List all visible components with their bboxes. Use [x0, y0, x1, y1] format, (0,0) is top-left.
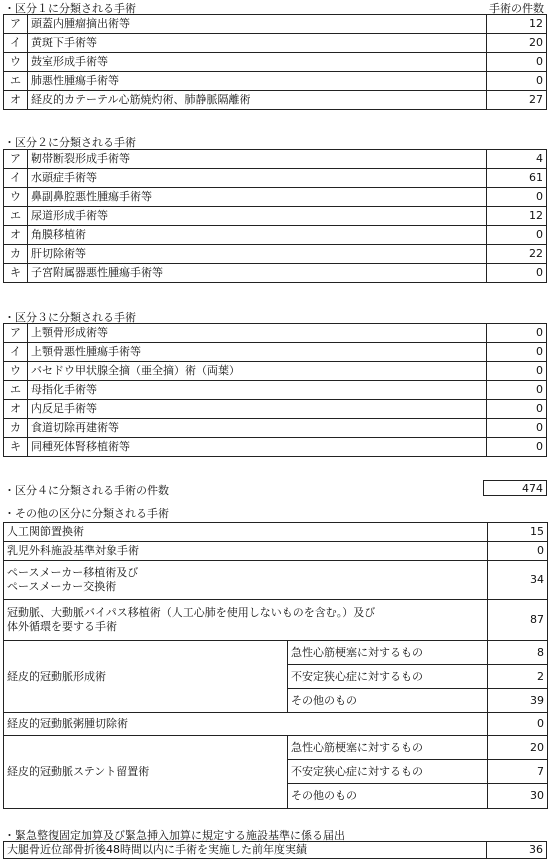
sub-label: 不安定狭心症に対するもの — [288, 665, 488, 689]
row-key: エ — [4, 207, 28, 226]
row-key: ア — [4, 15, 28, 34]
row-count: 34 — [488, 561, 548, 600]
row-key: キ — [4, 438, 28, 457]
row-key: ア — [4, 324, 28, 343]
row-key: カ — [4, 245, 28, 264]
other-section-title: ・その他の区分に分類される手術 — [4, 507, 169, 520]
table-row — [4, 91, 547, 110]
row-key: ウ — [4, 188, 28, 207]
table-row — [4, 362, 547, 381]
count-column-header: 手術の件数 — [489, 2, 544, 15]
table-row — [4, 15, 547, 34]
row-label: 経皮的冠動脈粥腫切除術 — [4, 713, 488, 736]
row-label: 尿道形成手術等 — [28, 207, 487, 226]
sub-label: 不安定狭心症に対するもの — [288, 760, 488, 784]
table-row — [4, 600, 548, 641]
row-label: 水頭症手術等 — [28, 169, 487, 188]
row-count: 87 — [488, 600, 548, 641]
table-row — [4, 188, 547, 207]
row-key: カ — [4, 419, 28, 438]
table-row — [4, 207, 547, 226]
row-count: 2 — [488, 665, 548, 689]
row-label: 子宮附属器悪性腫瘍手術等 — [28, 264, 487, 283]
row-key: ウ — [4, 362, 28, 381]
row-label: 頭蓋内腫瘤摘出術等 — [28, 15, 487, 34]
row-key: イ — [4, 34, 28, 53]
row-count: 12 — [487, 15, 547, 34]
row-count: 0 — [487, 343, 547, 362]
row-label: 内反足手術等 — [28, 400, 487, 419]
label-line: 体外循環を要する手術 — [7, 620, 117, 633]
table-row — [4, 226, 547, 245]
row-key: オ — [4, 226, 28, 245]
row-count: 8 — [488, 641, 548, 665]
row-label: 角膜移植術 — [28, 226, 487, 245]
table-row — [4, 324, 547, 343]
table-row — [4, 561, 548, 600]
table-row — [4, 713, 548, 736]
row-count: 0 — [487, 53, 547, 72]
other-section-table — [3, 522, 548, 809]
row-label: 靭帯断裂形成手術等 — [28, 150, 487, 169]
table-row — [4, 264, 547, 283]
table-row — [4, 72, 547, 91]
table-row — [4, 438, 547, 457]
row-count: 20 — [488, 736, 548, 760]
section-2-title: ・区分２に分類される手術 — [4, 136, 136, 149]
row-label: 鼓室形成手術等 — [28, 53, 487, 72]
row-count: 27 — [487, 91, 547, 110]
section-4-title: ・区分４に分類される手術の件数 — [4, 484, 169, 497]
row-count: 0 — [488, 542, 548, 561]
row-count: 61 — [487, 169, 547, 188]
sub-label: その他のもの — [288, 784, 488, 809]
row-label: 乳児外科施設基準対象手術 — [4, 542, 488, 561]
row-label: 肝切除術等 — [28, 245, 487, 264]
table-row — [4, 245, 547, 264]
row-label: 上顎骨悪性腫瘍手術等 — [28, 343, 487, 362]
row-label: 鼻副鼻腔悪性腫瘍手術等 — [28, 188, 487, 207]
emergency-section-title: ・緊急整復固定加算及び緊急挿入加算に規定する施設基準に係る届出 — [4, 829, 345, 842]
table-row — [4, 343, 547, 362]
emergency-table — [3, 841, 547, 859]
sub-label: 急性心筋梗塞に対するもの — [288, 736, 488, 760]
section-4-count: 474 — [483, 480, 547, 496]
row-key: オ — [4, 91, 28, 110]
row-label — [4, 561, 488, 600]
row-count: 0 — [487, 362, 547, 381]
table-row — [4, 641, 548, 665]
row-label: 肺悪性腫瘍手術等 — [28, 72, 487, 91]
row-count: 20 — [487, 34, 547, 53]
row-count: 0 — [487, 381, 547, 400]
row-count: 0 — [487, 438, 547, 457]
label-line: ペースメーカー移植術及び — [7, 566, 139, 579]
row-key: ア — [4, 150, 28, 169]
row-label: 黄斑下手術等 — [28, 34, 487, 53]
table-row — [4, 381, 547, 400]
row-count: 0 — [487, 324, 547, 343]
sub-label: 急性心筋梗塞に対するもの — [288, 641, 488, 665]
row-label: 母指化手術等 — [28, 381, 487, 400]
table-row — [4, 169, 547, 188]
sub-label: その他のもの — [288, 689, 488, 713]
row-count: 0 — [488, 713, 548, 736]
row-label: 上顎骨形成術等 — [28, 324, 487, 343]
row-count: 0 — [487, 226, 547, 245]
row-count: 39 — [488, 689, 548, 713]
section-1-table — [3, 14, 547, 110]
row-label — [4, 600, 488, 641]
row-count: 0 — [487, 188, 547, 207]
row-key: イ — [4, 169, 28, 188]
row-count: 7 — [488, 760, 548, 784]
section-1-title: ・区分１に分類される手術 — [4, 2, 136, 15]
row-label: バセドウ甲状腺全摘（亜全摘）術（両葉） — [28, 362, 487, 381]
row-key: ウ — [4, 53, 28, 72]
row-count: 4 — [487, 150, 547, 169]
row-key: イ — [4, 343, 28, 362]
section-2-table — [3, 149, 547, 283]
row-label: 経皮的冠動脈ステント留置術 — [4, 736, 288, 809]
section-3-table — [3, 323, 547, 457]
table-row — [4, 53, 547, 72]
table-row — [4, 542, 548, 561]
row-count: 0 — [487, 72, 547, 91]
row-count: 15 — [488, 523, 548, 542]
label-line: 冠動脈、大動脈バイパス移植術（人工心肺を使用しないものを含む。）及び — [7, 606, 376, 619]
table-row — [4, 736, 548, 760]
table-row — [4, 523, 548, 542]
row-label: 人工関節置換術 — [4, 523, 488, 542]
row-label: 大腿骨近位部骨折後48時間以内に手術を実施した前年度実績 — [4, 842, 487, 859]
table-row — [4, 419, 547, 438]
row-label: 食道切除再建術等 — [28, 419, 487, 438]
section-3-title: ・区分３に分類される手術 — [4, 311, 136, 324]
row-count: 12 — [487, 207, 547, 226]
table-row — [4, 150, 547, 169]
row-count: 30 — [488, 784, 548, 809]
row-count: 22 — [487, 245, 547, 264]
table-row — [4, 34, 547, 53]
row-key: キ — [4, 264, 28, 283]
row-label: 同種死体腎移植術等 — [28, 438, 487, 457]
row-key: オ — [4, 400, 28, 419]
row-label: 経皮的カテーテル心筋焼灼術、肺静脈隔離術 — [28, 91, 487, 110]
row-count: 0 — [487, 264, 547, 283]
row-key: エ — [4, 381, 28, 400]
row-count: 0 — [487, 400, 547, 419]
row-key: エ — [4, 72, 28, 91]
row-label: 経皮的冠動脈形成術 — [4, 641, 288, 713]
row-count: 0 — [487, 419, 547, 438]
table-row — [4, 400, 547, 419]
label-line: ペースメーカー交換術 — [7, 580, 117, 593]
row-count: 36 — [487, 842, 547, 859]
table-row — [4, 842, 547, 859]
